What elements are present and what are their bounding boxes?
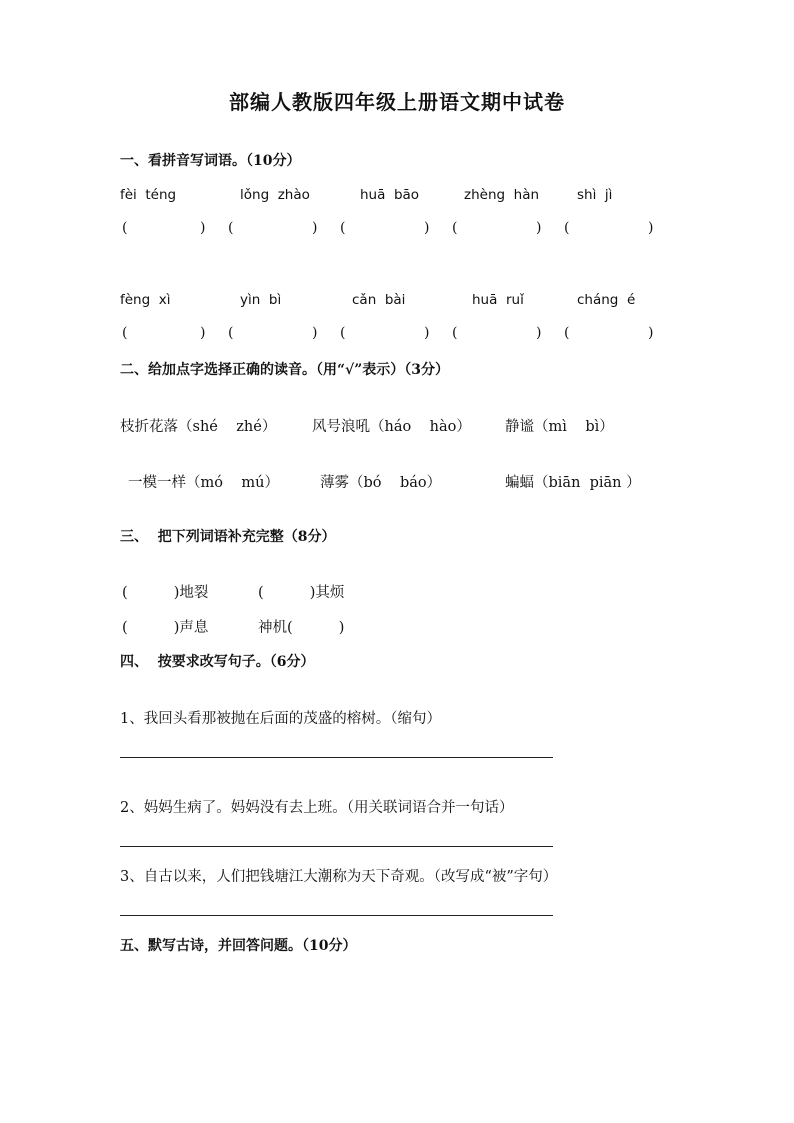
pinyin-6: fèng xì	[120, 292, 171, 308]
pinyin-8: cǎn bài	[352, 292, 406, 308]
answer-close-paren: )	[312, 220, 318, 236]
answer-line[interactable]	[120, 846, 553, 847]
answer-line[interactable]	[120, 915, 553, 916]
reading-item: 枝折花落（shé zhé）	[120, 419, 277, 435]
q3-heading: 三、 把下列词语补充完整（8分）	[120, 529, 336, 545]
reading-item: 薄雾（bó báo）	[320, 475, 442, 491]
answer-close-paren: )	[648, 220, 654, 236]
idiom-blank: ( )声息	[122, 620, 209, 636]
answer-open-paren: (	[452, 220, 458, 236]
reading-item: 风号浪吼（háo hào）	[312, 419, 471, 435]
q1-heading: 一、看拼音写词语。（10分）	[120, 153, 301, 169]
reading-item: 蝙蝠（biān piān ）	[505, 475, 641, 491]
pinyin-10: cháng é	[577, 292, 636, 308]
pinyin-1: fèi téng	[120, 187, 177, 203]
answer-close-paren: )	[648, 325, 654, 341]
reading-item: 静谧（mì bì）	[505, 419, 614, 435]
pinyin-4: zhèng hàn	[464, 187, 540, 203]
answer-open-paren: (	[340, 325, 346, 341]
reading-item: 一模一样（mó mú）	[128, 475, 280, 491]
page-title: 部编人教版四年级上册语文期中试卷	[229, 90, 565, 114]
answer-open-paren: (	[122, 220, 128, 236]
answer-open-paren: (	[564, 325, 570, 341]
answer-close-paren: )	[424, 325, 430, 341]
pinyin-7: yìn bì	[240, 292, 282, 308]
q5-heading: 五、默写古诗，并回答问题。（10分）	[120, 938, 357, 954]
answer-open-paren: (	[340, 220, 346, 236]
answer-close-paren: )	[200, 325, 206, 341]
q4-heading: 四、 按要求改写句子。（6分）	[120, 654, 315, 670]
idiom-blank: ( )其烦	[258, 585, 345, 601]
answer-open-paren: (	[228, 220, 234, 236]
answer-close-paren: )	[200, 220, 206, 236]
answer-open-paren: (	[452, 325, 458, 341]
answer-close-paren: )	[424, 220, 430, 236]
idiom-blank: 神机( )	[258, 620, 345, 636]
answer-open-paren: (	[564, 220, 570, 236]
answer-close-paren: )	[536, 325, 542, 341]
idiom-blank: ( )地裂	[122, 585, 209, 601]
answer-open-paren: (	[122, 325, 128, 341]
answer-close-paren: )	[536, 220, 542, 236]
pinyin-3: huā bāo	[360, 187, 420, 203]
q2-heading: 二、给加点字选择正确的读音。（用“√”表示）（3分）	[120, 362, 450, 378]
answer-line[interactable]	[120, 757, 553, 758]
pinyin-5: shì jì	[577, 187, 613, 203]
answer-open-paren: (	[228, 325, 234, 341]
rewrite-item: 1、我回头看那被抛在后面的茂盛的榕树。（缩句）	[120, 711, 441, 727]
rewrite-item: 3、自古以来，人们把钱塘江大潮称为天下奇观。（改写成“被”字句）	[120, 869, 558, 885]
rewrite-item: 2、妈妈生病了。妈妈没有去上班。（用关联词语合并一句话）	[120, 800, 514, 816]
answer-close-paren: )	[312, 325, 318, 341]
pinyin-9: huā ruǐ	[472, 292, 524, 308]
pinyin-2: lǒng zhào	[240, 187, 310, 203]
